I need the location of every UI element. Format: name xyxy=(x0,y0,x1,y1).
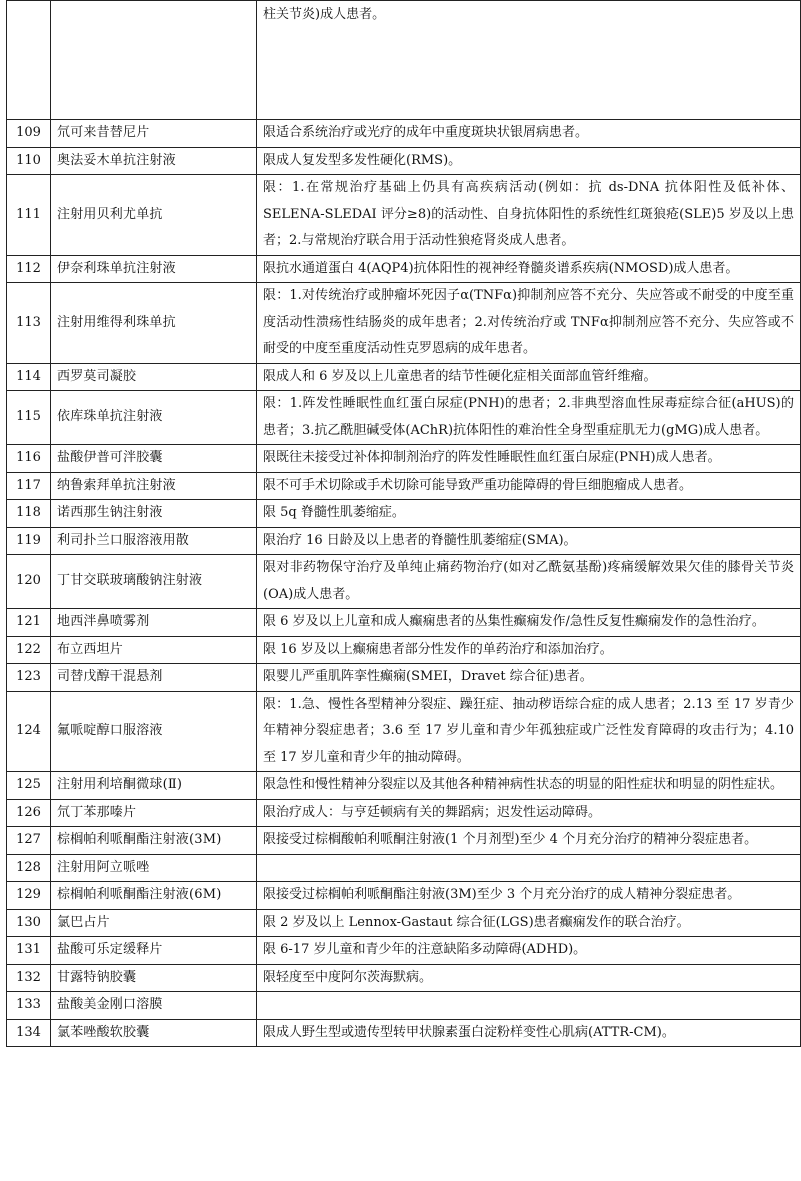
table-row xyxy=(7,472,801,500)
table-row xyxy=(7,772,801,800)
table-row xyxy=(7,527,801,555)
table-row xyxy=(7,391,801,445)
drug-name: 氯苯唑酸软胶囊 xyxy=(51,1019,257,1047)
table-row xyxy=(7,636,801,664)
table-row xyxy=(7,827,801,855)
indication-text: 限 16 岁及以上癫痫患者部分性发作的单药治疗和添加治疗。 xyxy=(257,636,801,664)
indication-text: 限不可手术切除或手术切除可能导致严重功能障碍的骨巨细胞瘤成人患者。 xyxy=(257,472,801,500)
indication-text: 限成人和 6 岁及以上儿童患者的结节性硬化症相关面部血管纤维瘤。 xyxy=(257,363,801,391)
table-row xyxy=(7,799,801,827)
row-number: 117 xyxy=(7,472,51,500)
row-number: 121 xyxy=(7,609,51,637)
drug-name: 盐酸美金刚口溶膜 xyxy=(51,992,257,1020)
indication-text xyxy=(257,854,801,882)
row-number: 124 xyxy=(7,691,51,772)
table-row xyxy=(7,120,801,148)
table-row xyxy=(7,175,801,256)
row-number: 119 xyxy=(7,527,51,555)
table-row xyxy=(7,147,801,175)
drug-name: 氘丁苯那嗪片 xyxy=(51,799,257,827)
row-number: 110 xyxy=(7,147,51,175)
row-number: 128 xyxy=(7,854,51,882)
indication-text: 限 2 岁及以上 Lennox-Gastaut 综合征(LGS)患者癫痫发作的联合治疗。 xyxy=(257,909,801,937)
drug-name: 棕榈帕利哌酮酯注射液(3M) xyxy=(51,827,257,855)
indication-text: 限治疗 16 日龄及以上患者的脊髓性肌萎缩症(SMA)。 xyxy=(257,527,801,555)
table-row xyxy=(7,937,801,965)
table-row-continued xyxy=(7,1,801,120)
row-number: 125 xyxy=(7,772,51,800)
drug-name: 棕榈帕利哌酮酯注射液(6M) xyxy=(51,882,257,910)
indication-text: 限适合系统治疗或光疗的成年中重度斑块状银屑病患者。 xyxy=(257,120,801,148)
drug-name: 西罗莫司凝胶 xyxy=(51,363,257,391)
row-number: 133 xyxy=(7,992,51,1020)
drug-name: 伊奈利珠单抗注射液 xyxy=(51,255,257,283)
indication-text: 限成人复发型多发性硬化(RMS)。 xyxy=(257,147,801,175)
row-number: 130 xyxy=(7,909,51,937)
drug-name: 氯巴占片 xyxy=(51,909,257,937)
row-number: 115 xyxy=(7,391,51,445)
drug-name: 甘露特钠胶囊 xyxy=(51,964,257,992)
indication-text: 限：1.阵发性睡眠性血红蛋白尿症(PNH)的患者；2.非典型溶血性尿毒症综合征(aHUS)的患者；3.抗乙酰胆碱受体(AChR)抗体阳性的难治性全身型重症肌无力(gMG)成人患者。 xyxy=(257,391,801,445)
drug-name: 氘可来昔替尼片 xyxy=(51,120,257,148)
row-number: 126 xyxy=(7,799,51,827)
row-number: 111 xyxy=(7,175,51,256)
row-number: 109 xyxy=(7,120,51,148)
drug-name: 注射用利培酮微球(Ⅱ) xyxy=(51,772,257,800)
table-body xyxy=(7,1,801,1047)
drug-name: 注射用贝利尤单抗 xyxy=(51,175,257,256)
indication-text: 限 6 岁及以上儿童和成人癫痫患者的丛集性癫痫发作/急性反复性癫痫发作的急性治疗。 xyxy=(257,609,801,637)
indication-text: 限：1.急、慢性各型精神分裂症、躁狂症、抽动秽语综合症的成人患者；2.13 至 17 岁青少年精神分裂症患者；3.6 至 17 岁儿童和青少年孤独症或广泛性发育障碍的攻击行为；4.10 至 17 岁儿童和青少年的抽动障碍。 xyxy=(257,691,801,772)
row-number xyxy=(7,1,51,120)
drug-name: 氟哌啶醇口服溶液 xyxy=(51,691,257,772)
indication-text: 限：1.在常规治疗基础上仍具有高疾病活动(例如：抗 ds-DNA 抗体阳性及低补体、SELENA-SLEDAI 评分≥8)的活动性、自身抗体阳性的系统性红斑狼疮(SLE)5 岁及以上患者；2.与常规治疗联合用于活动性狼疮肾炎成人患者。 xyxy=(257,175,801,256)
row-number: 134 xyxy=(7,1019,51,1047)
indication-text: 限既往未接受过补体抑制剂治疗的阵发性睡眠性血红蛋白尿症(PNH)成人患者。 xyxy=(257,445,801,473)
row-number: 120 xyxy=(7,555,51,609)
drug-name: 依库珠单抗注射液 xyxy=(51,391,257,445)
drug-name: 纳鲁索拜单抗注射液 xyxy=(51,472,257,500)
row-number: 113 xyxy=(7,283,51,364)
row-number: 132 xyxy=(7,964,51,992)
row-number: 116 xyxy=(7,445,51,473)
indication-text: 限对非药物保守治疗及单纯止痛药物治疗(如对乙酰氨基酚)疼痛缓解效果欠佳的膝骨关节炎(OA)成人患者。 xyxy=(257,555,801,609)
row-number: 118 xyxy=(7,500,51,528)
table-row xyxy=(7,882,801,910)
drug-name: 司替戊醇干混悬剂 xyxy=(51,664,257,692)
indication-text: 限：1.对传统治疗或肿瘤坏死因子α(TNFα)抑制剂应答不充分、失应答或不耐受的中度至重度活动性溃疡性结肠炎的成年患者；2.对传统治疗或 TNFα抑制剂应答不充分、失应答或不耐受的中度至重度活动性克罗恩病的成年患者。 xyxy=(257,283,801,364)
drug-name: 布立西坦片 xyxy=(51,636,257,664)
table-row xyxy=(7,445,801,473)
row-number: 123 xyxy=(7,664,51,692)
indication-text: 柱关节炎)成人患者。 xyxy=(257,1,801,120)
drug-name: 诺西那生钠注射液 xyxy=(51,500,257,528)
table-row xyxy=(7,255,801,283)
table-row xyxy=(7,664,801,692)
drug-name: 注射用维得利珠单抗 xyxy=(51,283,257,364)
row-number: 127 xyxy=(7,827,51,855)
table-row xyxy=(7,609,801,637)
indication-text: 限 5q 脊髓性肌萎缩症。 xyxy=(257,500,801,528)
table-row xyxy=(7,964,801,992)
table-row xyxy=(7,909,801,937)
indication-text: 限抗水通道蛋白 4(AQP4)抗体阳性的视神经脊髓炎谱系疾病(NMOSD)成人患者。 xyxy=(257,255,801,283)
drug-name: 地西泮鼻喷雾剂 xyxy=(51,609,257,637)
table-row xyxy=(7,1019,801,1047)
indication-text xyxy=(257,992,801,1020)
indication-text: 限轻度至中度阿尔茨海默病。 xyxy=(257,964,801,992)
drug-name: 奥法妥木单抗注射液 xyxy=(51,147,257,175)
indication-text: 限成人野生型或遗传型转甲状腺素蛋白淀粉样变性心肌病(ATTR-CM)。 xyxy=(257,1019,801,1047)
table-row xyxy=(7,500,801,528)
drug-list-table xyxy=(6,0,801,1047)
indication-text: 限接受过棕榈酸帕利哌酮注射液(1 个月剂型)至少 4 个月充分治疗的精神分裂症患者。 xyxy=(257,827,801,855)
row-number: 129 xyxy=(7,882,51,910)
table-row xyxy=(7,691,801,772)
drug-name: 盐酸伊普可泮胶囊 xyxy=(51,445,257,473)
row-number: 114 xyxy=(7,363,51,391)
drug-name: 盐酸可乐定缓释片 xyxy=(51,937,257,965)
indication-text: 限婴儿严重肌阵挛性癫痫(SMEI，Dravet 综合征)患者。 xyxy=(257,664,801,692)
row-number: 131 xyxy=(7,937,51,965)
drug-name: 注射用阿立哌唑 xyxy=(51,854,257,882)
table-row xyxy=(7,555,801,609)
drug-name: 利司扑兰口服溶液用散 xyxy=(51,527,257,555)
indication-text: 限接受过棕榈帕利哌酮酯注射液(3M)至少 3 个月充分治疗的成人精神分裂症患者。 xyxy=(257,882,801,910)
row-number: 112 xyxy=(7,255,51,283)
row-number: 122 xyxy=(7,636,51,664)
indication-text: 限治疗成人：与亨廷顿病有关的舞蹈病；迟发性运动障碍。 xyxy=(257,799,801,827)
table-row xyxy=(7,283,801,364)
table-row xyxy=(7,992,801,1020)
table-row xyxy=(7,363,801,391)
indication-text: 限 6-17 岁儿童和青少年的注意缺陷多动障碍(ADHD)。 xyxy=(257,937,801,965)
table-row xyxy=(7,854,801,882)
indication-text: 限急性和慢性精神分裂症以及其他各种精神病性状态的明显的阳性症状和明显的阴性症状。 xyxy=(257,772,801,800)
drug-name xyxy=(51,1,257,120)
drug-name: 丁甘交联玻璃酸钠注射液 xyxy=(51,555,257,609)
